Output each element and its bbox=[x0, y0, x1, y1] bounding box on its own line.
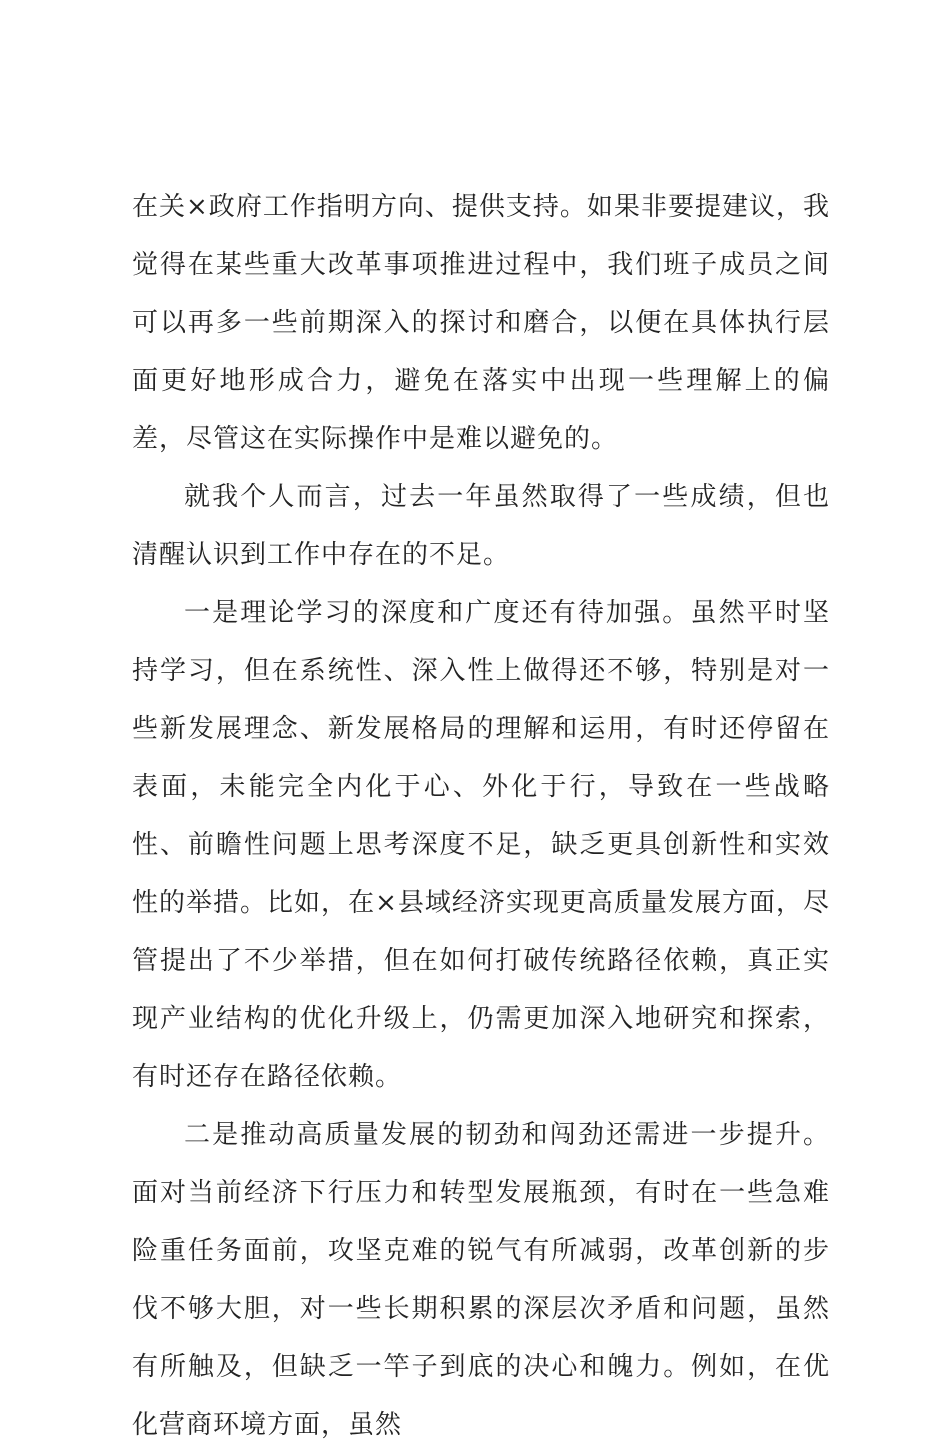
paragraph-personal-summary: 就我个人而言，过去一年虽然取得了一些成绩，但也清醒认识到工作中存在的不足。 bbox=[132, 482, 830, 570]
paragraph-continuation: 在关×政府工作指明方向、提供支持。如果非要提建议，我觉得在某些重大改革事项推进过程中，我们班子成员之间可以再多一些前期深入的探讨和磨合，以便在具体执行层面更好地形成合力，避免在落实中出现一些理解上的偏差，尽管这在实际操作中是难以避免的。 bbox=[132, 192, 830, 454]
paragraph-point-two: 二是推动高质量发展的韧劲和闯劲还需进一步提升。面对当前经济下行压力和转型发展瓶颈，有时在一些急难险重任务面前，攻坚克难的锐气有所减弱，改革创新的步伐不够大胆，对一些长期积累的深层次矛盾和问题，虽然有所触及，但缺乏一竿子到底的决心和魄力。例如，在优化营商环境方面，虽然 bbox=[132, 1120, 830, 1440]
paragraph-point-one: 一是理论学习的深度和广度还有待加强。虽然平时坚持学习，但在系统性、深入性上做得还不够，特别是对一些新发展理念、新发展格局的理解和运用，有时还停留在表面，未能完全内化于心、外化于行，导致在一些战略性、前瞻性问题上思考深度不足，缺乏更具创新性和实效性的举措。比如，在×县域经济实现更高质量发展方面，尽管提出了不少举措，但在如何打破传统路径依赖，真正实现产业结构的优化升级上，仍需更加深入地研究和探索，有时还存在路径依赖。 bbox=[132, 598, 830, 1092]
document-body bbox=[132, 178, 830, 1454]
